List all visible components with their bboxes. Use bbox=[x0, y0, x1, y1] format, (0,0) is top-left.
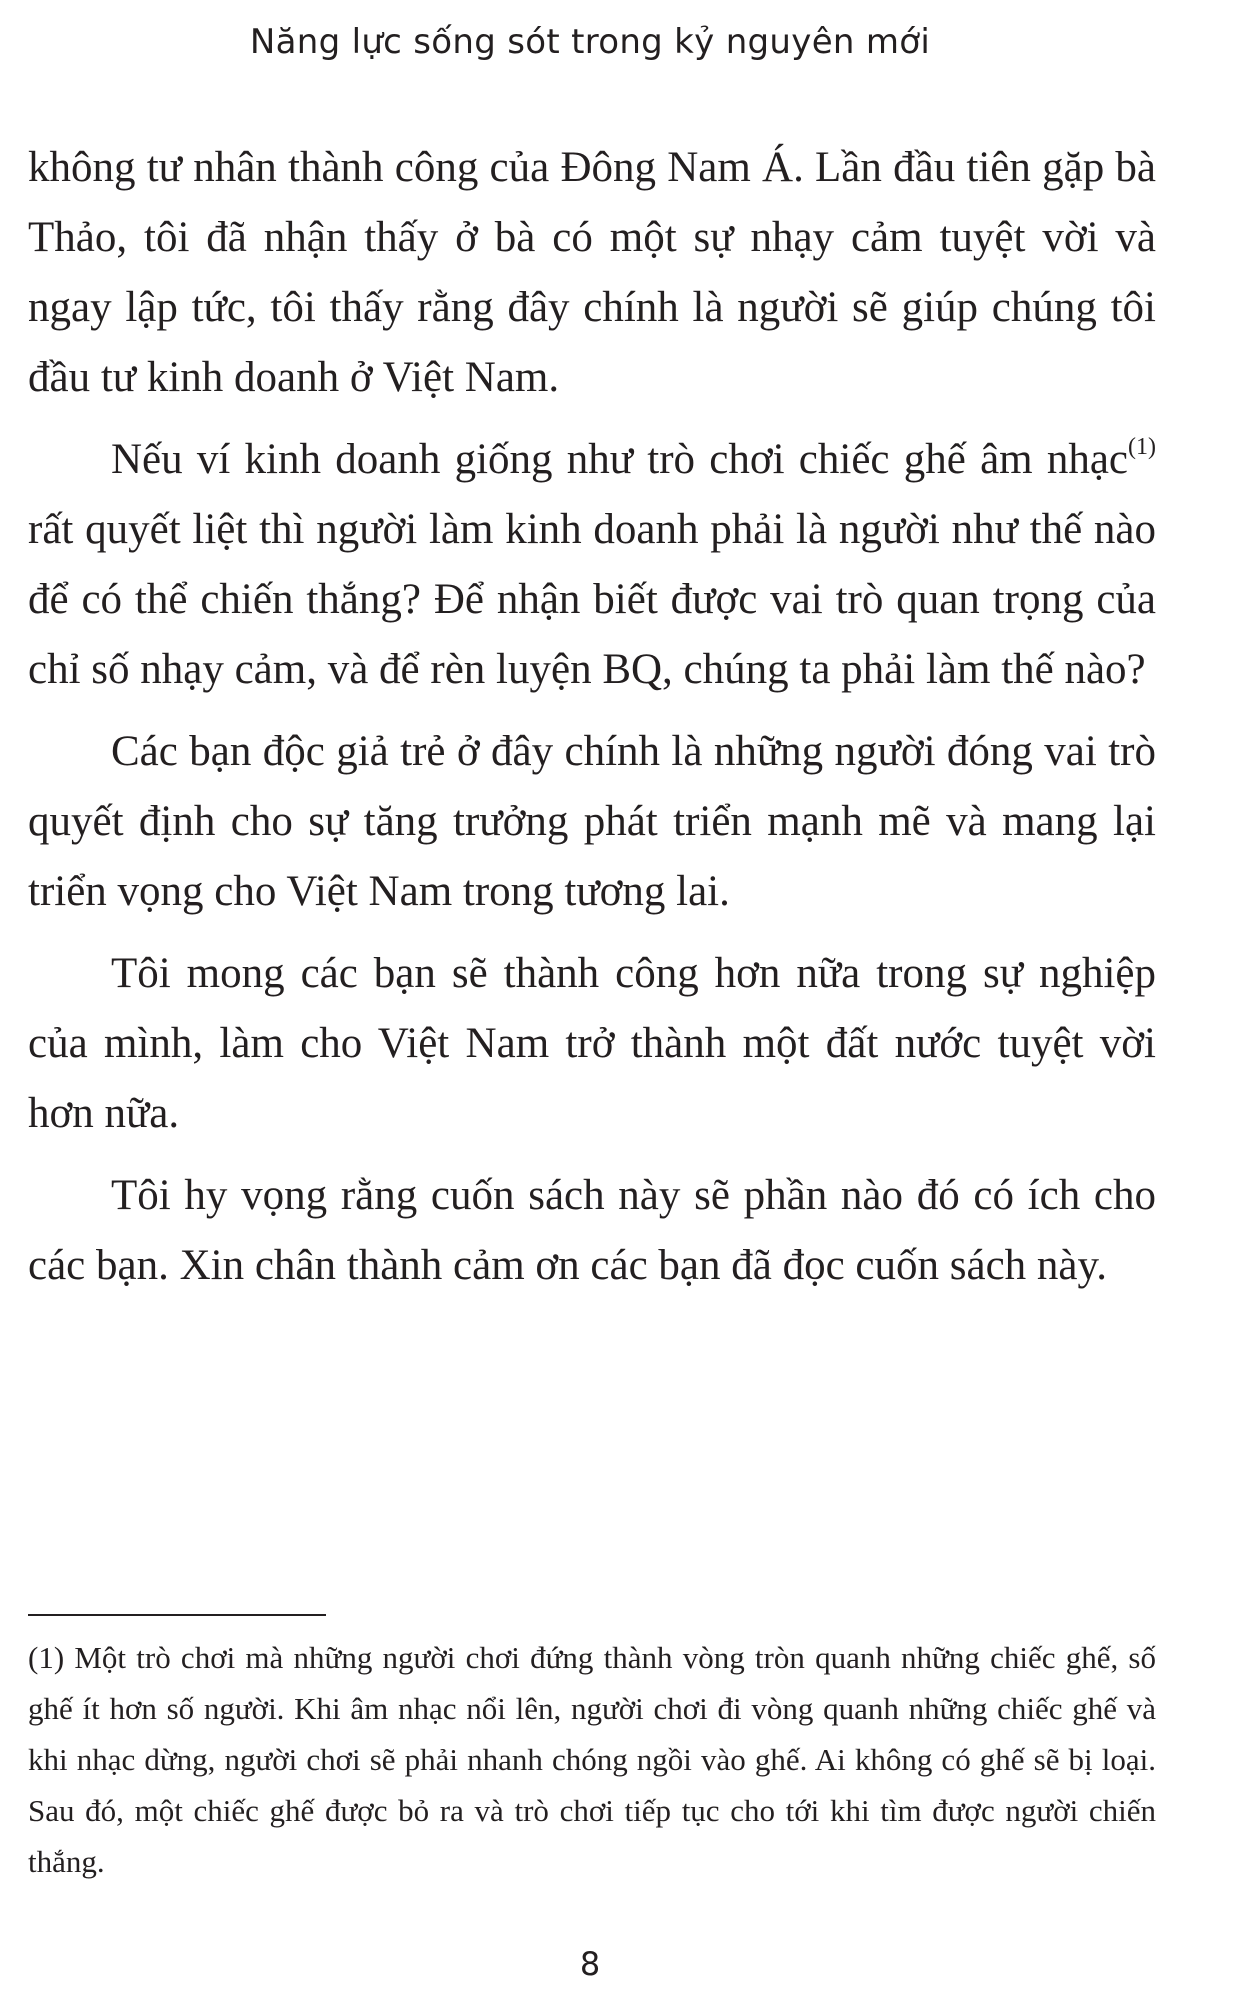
footnote-divider bbox=[28, 1614, 326, 1616]
paragraph-continuation: không tư nhân thành công của Đông Nam Á. Lần đầu tiên gặp bà Thảo, tôi đã nhận thấy ở bà có một sự nhạy cảm tuyệt vời và ngay lập tức, tôi thấy rằng đây chính là người sẽ giúp chúng tôi đầu tư kinh doanh ở Việt Nam. bbox=[28, 144, 1156, 401]
paragraph-text-before-ref: Nếu ví kinh doanh giống như trò chơi chiếc ghế âm nhạc bbox=[111, 436, 1129, 483]
body-text bbox=[28, 133, 1156, 1313]
footnote-text: (1) Một trò chơi mà những người chơi đứng thành vòng tròn quanh những chiếc ghế, số ghế ít hơn số người. Khi âm nhạc nổi lên, người chơi đi vòng quanh những chiếc ghế và khi nhạc dừng, người chơi sẽ phải nhanh chóng ngồi vào ghế. Ai không có ghế sẽ bị loại. Sau đó, một chiếc ghế được bỏ ra và trò chơi tiếp tục cho tới khi tìm được người chiến thắng. bbox=[28, 1640, 1156, 1879]
running-header: Năng lực sống sót trong kỷ nguyên mới bbox=[249, 22, 931, 62]
paragraph-musical-chairs bbox=[28, 425, 1156, 705]
paragraph-text-after-ref: rất quyết liệt thì người làm kinh doanh phải là người như thế nào để có thể chiến thắng? Để nhận biết được vai trò quan trọng của chỉ số nhạy cảm, và để rèn luyện BQ, chúng ta phải làm thế nào? bbox=[28, 506, 1156, 693]
footnote-reference: (1) bbox=[1128, 433, 1156, 460]
paragraph-young-readers: Các bạn độc giả trẻ ở đây chính là những người đóng vai trò quyết định cho sự tăng trưởng phát triển mạnh mẽ và mang lại triển vọng cho Việt Nam trong tương lai. bbox=[28, 728, 1156, 915]
paragraph-wish: Tôi mong các bạn sẽ thành công hơn nữa trong sự nghiệp của mình, làm cho Việt Nam trở thành một đất nước tuyệt vời hơn nữa. bbox=[28, 950, 1156, 1137]
paragraph-thanks: Tôi hy vọng rằng cuốn sách này sẽ phần nào đó có ích cho các bạn. Xin chân thành cảm ơn các bạn đã đọc cuốn sách này. bbox=[28, 1172, 1156, 1289]
page-number: 8 bbox=[579, 1945, 601, 1983]
